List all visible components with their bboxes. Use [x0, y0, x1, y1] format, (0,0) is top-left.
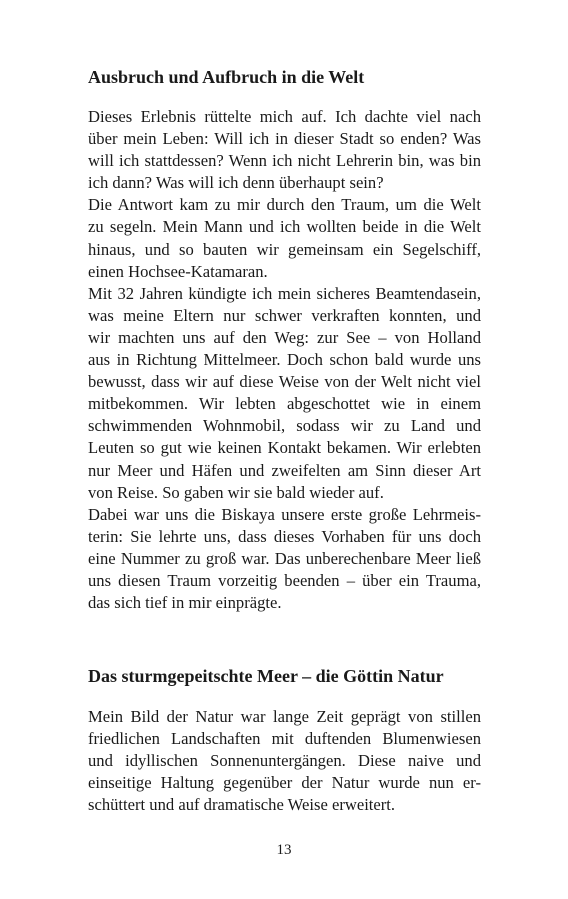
text-line: will ich stattdessen? Wenn ich nicht Lehrerin bin, was bin [88, 151, 481, 171]
text-line: Mit 32 Jahren kündigte ich mein sicheres Beamtendasein, [88, 283, 481, 303]
text-line: bewusst, dass wir auf diese Weise von der Welt nicht viel [88, 372, 481, 392]
text-line: ich dann? Was will ich denn überhaupt sein? [88, 173, 384, 193]
text-line: nur Meer und Häfen und zweifelten am Sinn dieser Art [88, 460, 481, 480]
section-heading-sturmgepeitschte-meer: Das sturmgepeitschte Meer – die Göttin Natur [88, 666, 444, 686]
text-line: schwimmenden Wohnmobil, sodass wir zu Land und [88, 416, 481, 436]
text-line: Mein Bild der Natur war lange Zeit geprägt von stillen [88, 707, 481, 726]
section-body-ausbruch [88, 106, 481, 614]
text-line: aus in Richtung Mittelmeer. Doch schon bald wurde uns [88, 350, 481, 370]
text-line: von Reise. So gaben wir sie bald wieder auf. [88, 482, 384, 502]
text-line: was meine Eltern nur schwer verkraften konnten, und [88, 305, 481, 325]
text-line: einen Hochsee-Katamaran. [88, 261, 268, 281]
text-line: über mein Leben: Will ich in dieser Stadt so enden? Was [88, 129, 481, 149]
page-number: 13 [276, 842, 292, 858]
text-line: schüttert und auf dramatische Weise erweitert. [88, 795, 396, 815]
text-line: uns diesen Traum vorzeitig beenden – über ein Trauma, [88, 570, 481, 590]
text-line: einseitige Haltung gegenüber der Natur wurde nun er- [88, 773, 481, 793]
text-line: und idyllischen Sonnenuntergängen. Diese naive und [88, 751, 481, 771]
section-body-sturmgepeitschte-meer [88, 706, 481, 816]
section-heading-ausbruch: Ausbruch und Aufbruch in die Welt [88, 67, 365, 87]
text-line: Dabei war uns die Biskaya unsere erste große Lehrmeis- [88, 504, 481, 524]
text-line: terin: Sie lehrte uns, dass dieses Vorhaben für uns doch [88, 526, 481, 546]
text-line: eine Nummer zu groß war. Das unberechenbare Meer ließ [88, 548, 481, 568]
text-line: Die Antwort kam zu mir durch den Traum, um die Welt [88, 195, 481, 215]
text-line: wir machten uns auf den Weg: zur See – von Holland [88, 327, 481, 347]
text-line: zu segeln. Mein Mann und ich wollten beide in die Welt [88, 217, 481, 237]
text-line: hinaus, und so bauten wir gemeinsam ein Segelschiff, [88, 239, 481, 259]
text-line: das sich tief in mir einprägte. [88, 593, 282, 613]
text-line: mitbekommen. Wir lebten abgeschottet wie in einem [88, 394, 481, 414]
text-line: Dieses Erlebnis rüttelte mich auf. Ich dachte viel nach [88, 107, 481, 126]
text-line: Leuten so gut wie keinen Kontakt bekamen. Wir erlebten [88, 438, 481, 458]
text-line: friedlichen Landschaften mit duftenden Blumenwiesen [88, 729, 481, 749]
